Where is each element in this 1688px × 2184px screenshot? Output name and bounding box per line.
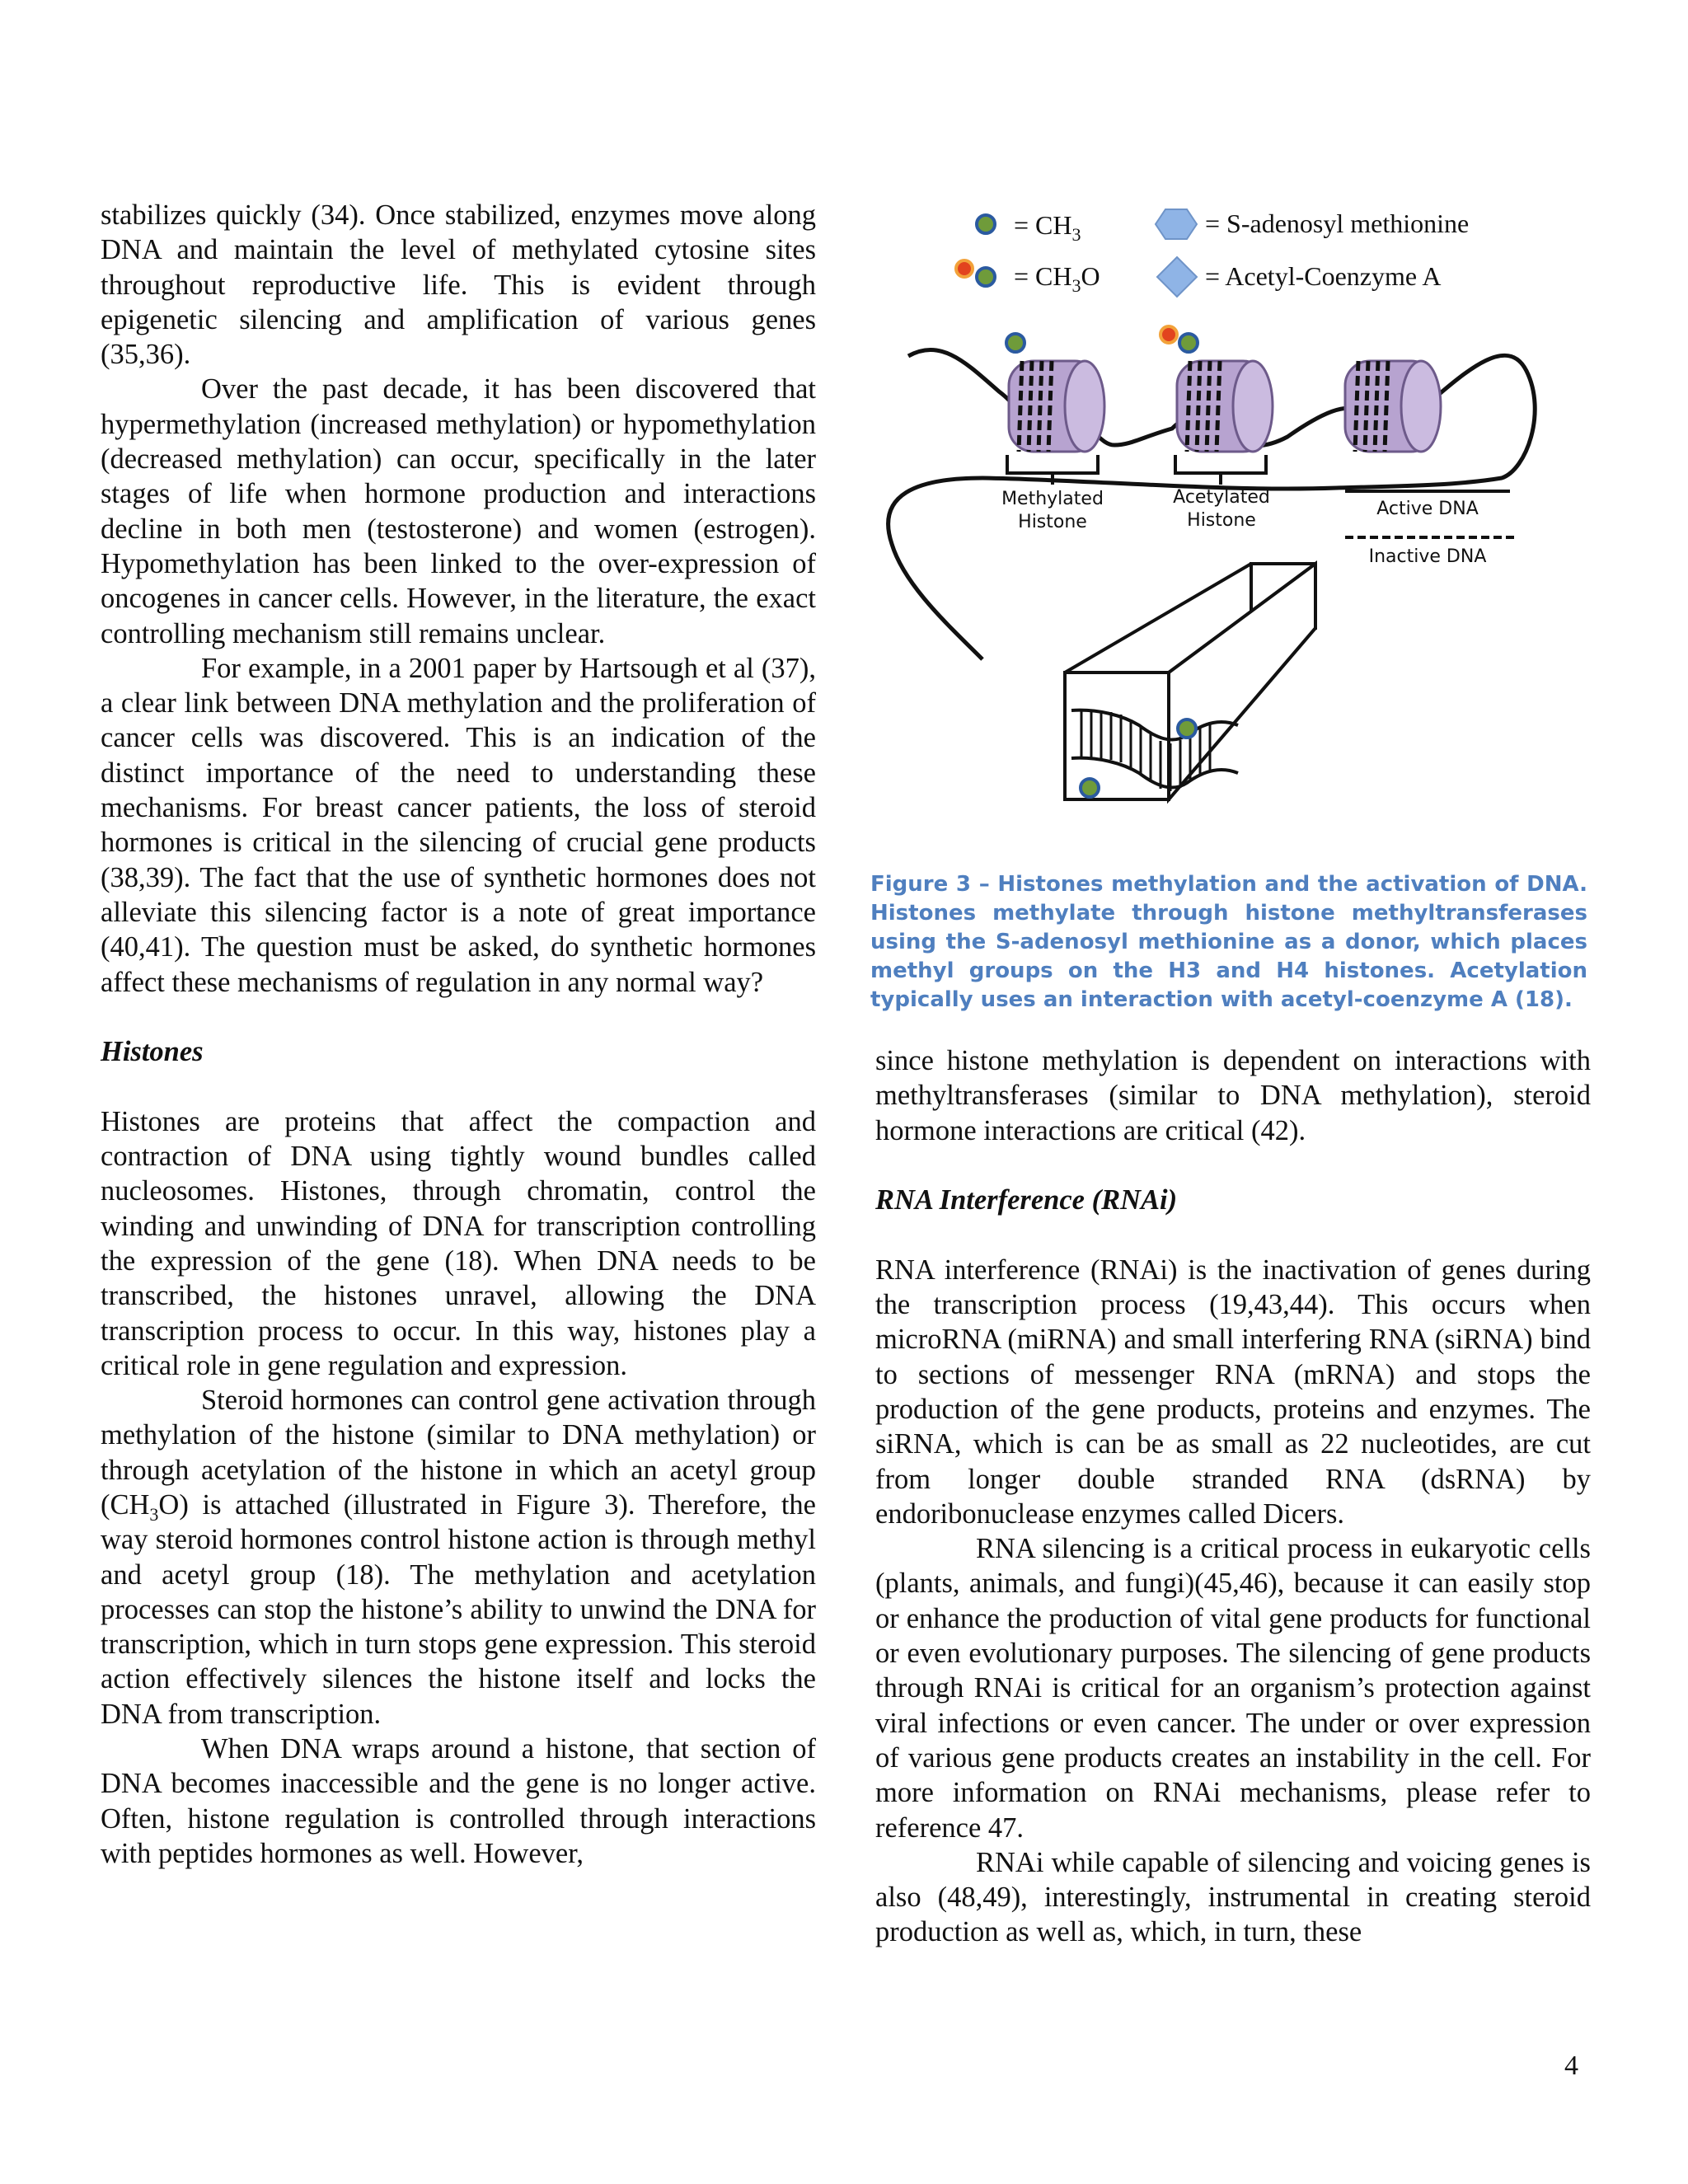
zoomed-dna-box: [1065, 564, 1315, 799]
svg-text:Acetylated: Acetylated: [1173, 487, 1270, 508]
methyl-group-icon: [1178, 719, 1196, 738]
dna-state-key: [1345, 491, 1514, 567]
svg-text:Active DNA: Active DNA: [1376, 499, 1479, 519]
paragraph: Histones are proteins that affect the compaction and contraction of DNA using tightly wound bundles called nucleosomes. Histones, through chromatin, control the winding and unwinding of DNA for transcription controlling the expression of the gene (18). When DNA needs to be transcribed, the histones unravel, allowing the DNA transcription process to occur. In this way, histones play a critical role in gene regulation and expression.: [101, 1105, 816, 1381]
section-heading-rnai: RNA Interference (RNAi): [875, 1184, 1178, 1216]
svg-text:Histone: Histone: [1187, 510, 1256, 531]
figure-histone-diagram: [875, 198, 1601, 874]
methylated-histone: [1001, 334, 1104, 532]
svg-text:= Acetyl-Coenzyme A: = Acetyl-Coenzyme A: [1205, 261, 1442, 291]
svg-text:= S-adenosyl methionine: = S-adenosyl methionine: [1205, 209, 1470, 238]
figure-caption: Figure 3 – Histones methylation and the activation of DNA. Histones methylate through histone methyltransferases using the S-adenosyl methionine as a donor, which places methyl groups on the H3 and H4 histones. Acetylation typically uses an interaction with acetyl-coenzyme A (18).: [870, 872, 1587, 1012]
svg-text:= CH3: = $CH_3$: [1014, 210, 1081, 245]
paragraph: For example, in a 2001 paper by Hartsough et al (37), a clear link between DNA methylation and the proliferation of cancer cells was discovered. This is an indication of the distinct importance of the need to understanding these mechanisms. For breast cancer patients, the loss of steroid hormones is critical in the silencing of crucial gene products (38,39). The fact that the use of synthetic hormones does not alleviate this silencing factor is a note of great importance (40,41). The question must be asked, do synthetic hormones affect these mechanisms of regulation in any normal way?: [101, 652, 816, 998]
acetyl-group-icon: [1160, 326, 1177, 343]
right-column: [875, 1043, 1591, 1950]
acetylated-histone: [1160, 326, 1273, 531]
page-number: 4: [1564, 2050, 1578, 2081]
methyl-group-icon: [1179, 334, 1198, 352]
svg-text:= CH3O: = $CH_3O$: [1014, 261, 1100, 296]
left-column: [101, 198, 816, 1871]
svg-text:Methylated: Methylated: [1001, 489, 1104, 509]
paragraph: stabilizes quickly (34). Once stabilized, enzymes move along DNA and maintain the level of methylated cytosine sites throughout reproductive life. This is evident through epigenetic silencing and amplification of various genes (35,36).: [101, 199, 816, 371]
svg-text:Inactive DNA: Inactive DNA: [1368, 546, 1487, 567]
unmodified-histone: [1345, 361, 1441, 452]
paragraph: since histone methylation is dependent on interactions with methyltransferases (similar to DNA methylation), steroid hormone interactions are critical (42).: [875, 1045, 1591, 1146]
s-adenosyl-methionine-icon: [1156, 209, 1197, 239]
methyl-group-icon: [977, 215, 995, 233]
acetyl-group-icon: [956, 260, 973, 277]
paragraph: RNA interference (RNAi) is the inactivation of genes during the transcription process (19,43,44). This occurs when microRNA (miRNA) and small interfering RNA (siRNA) bind to sections of messenger RNA (mRNA) and stops the production of the gene products, proteins and enzymes. The siRNA, which is can be as small as 22 nucleotides, are cut from longer double stranded RNA (dsRNA) by endoribonuclease enzymes called Dicers.: [875, 1254, 1591, 1530]
paragraph: Steroid hormones can control gene activation through methylation of the histone (similar to DNA methylation) or through acetylation of the histone in which an acetyl group $(CH_3O)$ is attached (illustrated in Figure 3). Therefore, the way steroid hormones control histone action is through methyl and acetyl group (18). The methylation and acetylation processes can stop the histone’s ability to unwind the DNA for transcription, which in turn stops gene expression. This steroid action effectively silences the histone itself and locks the DNA from transcription.: [101, 1385, 816, 1730]
svg-text:Histone: Histone: [1018, 512, 1087, 532]
paragraph: When DNA wraps around a histone, that section of DNA becomes inaccessible and the gene is no longer active. Often, histone regulation is controlled through interactions with peptides hormones as well. However,: [101, 1733, 816, 1869]
paragraph: RNA silencing is a critical process in eukaryotic cells (plants, animals, and fungi)(45,46), because it can easily stop or enhance the production of vital gene products for functional or even evolutionary purposes. The silencing of gene products through RNAi is critical for an organism’s protection against viral infections or even cancer. The under or over expression of various gene products creates an instability in the cell. For more information on RNAi mechanisms, please refer to reference 47.: [875, 1533, 1591, 1844]
methyl-group-icon: [977, 268, 995, 286]
acetyl-coenzyme-a-icon: [1157, 257, 1197, 297]
methyl-group-icon: [1006, 334, 1025, 352]
legend: [956, 209, 1469, 297]
paragraph: RNAi while capable of silencing and voicing genes is also (48,49), interestingly, instrumental in creating steroid production as well as, which, in turn, these: [875, 1846, 1591, 1948]
methyl-group-icon: [1081, 779, 1099, 797]
paragraph: Over the past decade, it has been discovered that hypermethylation (increased methylation) or hypomethylation (decreased methylation) can occur, specifically in the later stages of life when hormone production and interactions decline in both men (testosterone) and women (estrogen). Hypomethylation has been linked to the over-expression of oncogenes in cancer cells. However, in the literature, the exact controlling mechanism still remains unclear.: [101, 373, 816, 649]
section-heading-histones: Histones: [101, 1036, 204, 1068]
